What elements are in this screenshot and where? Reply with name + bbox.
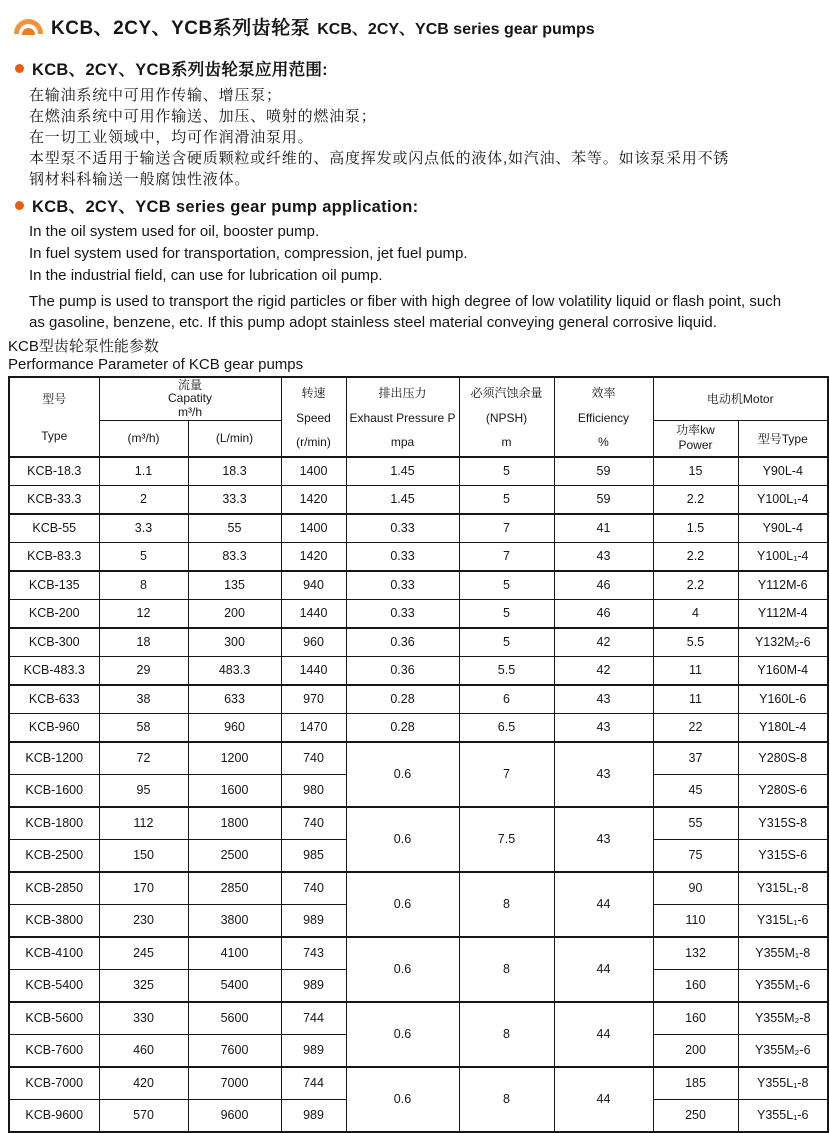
table-cell: 570 — [99, 1099, 188, 1132]
table-cell: KCB-135 — [9, 571, 99, 600]
table-cell: 45 — [653, 774, 738, 807]
table-row — [9, 485, 828, 514]
table-cell: 7000 — [188, 1067, 281, 1100]
section-heading-cn-text: KCB、2CY、YCB系列齿轮泵应用范围: — [32, 61, 328, 79]
table-cell: 7 — [459, 742, 554, 807]
header-capacity-lmin: (L/min) — [188, 421, 281, 457]
table-cell: Y112M-4 — [738, 599, 828, 628]
table-cell: 90 — [653, 872, 738, 905]
header-type-en: Type — [41, 429, 68, 444]
table-cell: KCB-960 — [9, 713, 99, 742]
header-capacity-en: Capatity — [167, 391, 213, 405]
table-cell: 72 — [99, 742, 188, 775]
bullet-icon — [15, 64, 24, 73]
page-title-zh: KCB、2CY、YCB系列齿轮泵 — [51, 17, 311, 39]
table-cell: 46 — [554, 571, 653, 600]
table-cell: 1400 — [281, 514, 346, 543]
table-cell: 150 — [99, 839, 188, 872]
table-cell: 1200 — [188, 742, 281, 775]
table-cell: 1.1 — [99, 457, 188, 486]
header-efficiency — [554, 377, 653, 457]
table-cell: Y355M₂-8 — [738, 1002, 828, 1035]
table-cell: 0.33 — [346, 542, 459, 571]
table-cell: 740 — [281, 872, 346, 905]
catalog-page — [0, 13, 830, 1122]
table-cell: 980 — [281, 774, 346, 807]
table-cell: 1.45 — [346, 485, 459, 514]
table-cell: 460 — [99, 1034, 188, 1067]
header-speed-zh: 转速 — [301, 385, 326, 400]
table-cell: KCB-2500 — [9, 839, 99, 872]
application-line-cn: 钢材料科输送一般腐蚀性液体。 — [29, 171, 251, 188]
table-cell: 11 — [653, 656, 738, 685]
table-cell: 1.45 — [346, 457, 459, 486]
table-cell: 33.3 — [188, 485, 281, 514]
table-cell: 5 — [459, 457, 554, 486]
table-cell: 230 — [99, 904, 188, 937]
table-cell: 112 — [99, 807, 188, 840]
table-cell: 43 — [554, 542, 653, 571]
table-cell: 37 — [653, 742, 738, 775]
table-cell: 2850 — [188, 872, 281, 905]
table-cell: Y280S-6 — [738, 774, 828, 807]
header-type — [9, 377, 99, 457]
table-cell: 15 — [653, 457, 738, 486]
table-cell: 0.28 — [346, 713, 459, 742]
table-row — [9, 571, 828, 600]
header-motor-power-en: Power — [678, 438, 713, 453]
table-cell: 330 — [99, 1002, 188, 1035]
table-cell: 989 — [281, 904, 346, 937]
table-cell: 989 — [281, 1034, 346, 1067]
table-cell: 132 — [653, 937, 738, 970]
table-header — [9, 377, 828, 457]
table-cell: 4 — [653, 599, 738, 628]
header-pressure — [346, 377, 459, 457]
table-cell: 5 — [459, 599, 554, 628]
table-cell: 29 — [99, 656, 188, 685]
table-cell: 59 — [554, 457, 653, 486]
table-caption-en: Performance Parameter of KCB gear pumps — [8, 355, 304, 373]
table-cell: 1400 — [281, 457, 346, 486]
header-motor-type: 型号Type — [738, 421, 828, 457]
table-cell: 22 — [653, 713, 738, 742]
table-cell: KCB-5600 — [9, 1002, 99, 1035]
table-cell: KCB-83.3 — [9, 542, 99, 571]
header-efficiency-zh: 效率 — [591, 385, 616, 400]
table-cell: 0.33 — [346, 599, 459, 628]
table-cell: 7 — [459, 514, 554, 543]
header-motor-label: 电动机Motor — [706, 392, 774, 407]
table-cell: Y355L₁-6 — [738, 1099, 828, 1132]
table-cell: KCB-3800 — [9, 904, 99, 937]
table-cell: 5.5 — [459, 656, 554, 685]
table-cell: 42 — [554, 656, 653, 685]
table-cell: 744 — [281, 1067, 346, 1100]
header-speed-unit: (r/min) — [296, 435, 331, 450]
header-pressure-unit: mpa — [390, 435, 415, 450]
table-cell: 6.5 — [459, 713, 554, 742]
table-cell: 740 — [281, 742, 346, 775]
table-cell: 960 — [188, 713, 281, 742]
table-cell: 325 — [99, 969, 188, 1002]
table-cell: 75 — [653, 839, 738, 872]
table-cell: Y355M₁-6 — [738, 969, 828, 1002]
table-cell: 7600 — [188, 1034, 281, 1067]
table-cell: 135 — [188, 571, 281, 600]
header-capacity-zh: 流量 — [177, 377, 202, 392]
table-cell: 8 — [459, 1002, 554, 1067]
table-cell: 43 — [554, 807, 653, 872]
table-cell: 58 — [99, 713, 188, 742]
table-cell: 2.2 — [653, 571, 738, 600]
table-cell: 8 — [459, 1067, 554, 1132]
application-line-cn: 在燃油系统中可用作输送、加压、喷射的燃油泵； — [29, 108, 377, 125]
table-cell: 2.2 — [653, 485, 738, 514]
table-cell: KCB-633 — [9, 685, 99, 714]
table-cell: 483.3 — [188, 656, 281, 685]
table-cell: 0.33 — [346, 571, 459, 600]
table-cell: 4100 — [188, 937, 281, 970]
table-cell: 1420 — [281, 542, 346, 571]
table-cell: 743 — [281, 937, 346, 970]
table-cell: KCB-33.3 — [9, 485, 99, 514]
table-cell: 960 — [281, 628, 346, 657]
table-cell: 420 — [99, 1067, 188, 1100]
table-cell: Y315S-6 — [738, 839, 828, 872]
table-row — [9, 685, 828, 714]
table-cell: 44 — [554, 1067, 653, 1132]
table-cell: Y315L₁-8 — [738, 872, 828, 905]
header-pressure-zh: 排出压力 — [378, 385, 427, 400]
table-row — [9, 542, 828, 571]
table-row — [9, 457, 828, 486]
table-cell: Y180L-4 — [738, 713, 828, 742]
performance-table — [8, 376, 829, 1133]
page-title-en: KCB、2CY、YCB series gear pumps — [317, 20, 595, 38]
table-cell: 740 — [281, 807, 346, 840]
table-cell: 3800 — [188, 904, 281, 937]
section-heading-en — [15, 193, 830, 217]
table-cell: 5 — [459, 628, 554, 657]
table-cell: 1600 — [188, 774, 281, 807]
header-capacity-m3h: (m³/h) — [99, 421, 188, 457]
table-cell: 44 — [554, 1002, 653, 1067]
table-cell: 200 — [653, 1034, 738, 1067]
table-cell: 5 — [459, 485, 554, 514]
header-npsh — [459, 377, 554, 457]
table-cell: 0.6 — [346, 807, 459, 872]
table-cell: Y90L-4 — [738, 514, 828, 543]
header-efficiency-en: Efficiency — [577, 410, 630, 425]
table-cell: Y112M-6 — [738, 571, 828, 600]
table-cell: KCB-4100 — [9, 937, 99, 970]
header-speed — [281, 377, 346, 457]
application-line-cn: 在一切工业领域中，均可作润滑油泵用。 — [29, 129, 314, 146]
table-cell: 200 — [188, 599, 281, 628]
table-row — [9, 807, 828, 840]
table-cell: 989 — [281, 1099, 346, 1132]
table-cell: 1440 — [281, 599, 346, 628]
table-cell: KCB-5400 — [9, 969, 99, 1002]
table-cell: Y280S-8 — [738, 742, 828, 775]
table-cell: 44 — [554, 872, 653, 937]
table-cell: 0.28 — [346, 685, 459, 714]
table-cell: 83.3 — [188, 542, 281, 571]
table-cell: 5 — [459, 571, 554, 600]
header-motor-power — [653, 421, 738, 457]
table-cell: 8 — [459, 872, 554, 937]
table-cell: 8 — [99, 571, 188, 600]
page-title — [13, 13, 830, 39]
table-cell: 38 — [99, 685, 188, 714]
table-cell: 170 — [99, 872, 188, 905]
table-cell: 6 — [459, 685, 554, 714]
table-cell: Y100L₁-4 — [738, 485, 828, 514]
header-type-zh: 型号 — [42, 391, 67, 406]
table-cell: 0.6 — [346, 1002, 459, 1067]
table-cell: 1800 — [188, 807, 281, 840]
table-row — [9, 514, 828, 543]
table-cell: 5600 — [188, 1002, 281, 1035]
application-text-en — [29, 221, 809, 334]
header-npsh-zh: 必须汽蚀余量 — [470, 385, 543, 400]
table-cell: 42 — [554, 628, 653, 657]
table-row — [9, 713, 828, 742]
table-cell: 95 — [99, 774, 188, 807]
table-cell: 41 — [554, 514, 653, 543]
table-cell: KCB-9600 — [9, 1099, 99, 1132]
table-cell: 0.6 — [346, 742, 459, 807]
header-npsh-en: (NPSH) — [485, 410, 528, 425]
header-capacity-unit: m³/h — [178, 404, 202, 419]
table-caption-zh: KCB型齿轮泵性能参数 — [8, 337, 159, 355]
table-cell: Y355M₂-6 — [738, 1034, 828, 1067]
table-cell: 59 — [554, 485, 653, 514]
table-cell: 2500 — [188, 839, 281, 872]
table-cell: 633 — [188, 685, 281, 714]
table-cell: 0.36 — [346, 628, 459, 657]
table-cell: Y160L-6 — [738, 685, 828, 714]
table-cell: 1470 — [281, 713, 346, 742]
table-cell: 11 — [653, 685, 738, 714]
table-cell: KCB-1800 — [9, 807, 99, 840]
table-cell: 55 — [188, 514, 281, 543]
header-capacity — [99, 377, 281, 421]
table-cell: 5400 — [188, 969, 281, 1002]
application-line-en: In the industrial field, can use for lubrication oil pump. — [29, 267, 383, 284]
table-cell: Y100L₁-4 — [738, 542, 828, 571]
table-cell: 985 — [281, 839, 346, 872]
table-cell: 8 — [459, 937, 554, 1002]
table-cell: 2.2 — [653, 542, 738, 571]
table-cell: KCB-7000 — [9, 1067, 99, 1100]
table-cell: 110 — [653, 904, 738, 937]
pump-arc-logo-icon — [13, 18, 44, 35]
table-cell: 43 — [554, 685, 653, 714]
table-cell: 0.6 — [346, 872, 459, 937]
header-npsh-unit: m — [501, 435, 512, 450]
application-line-cn: 本型泵不适用于输送含硬质颗粒或纤维的、高度挥发或闪点低的液体,如汽油、苯等。如该泵采用不锈 — [29, 150, 730, 167]
table-cell: 3.3 — [99, 514, 188, 543]
table-cell: 1.5 — [653, 514, 738, 543]
table-cell: 989 — [281, 969, 346, 1002]
table-cell: 0.33 — [346, 514, 459, 543]
table-row — [9, 937, 828, 970]
table-cell: 0.6 — [346, 1067, 459, 1132]
application-line-en: In fuel system used for transportation, compression, jet fuel pump. — [29, 245, 468, 262]
section-heading-cn — [15, 56, 830, 80]
header-motor-power-zh: 功率kw — [676, 423, 715, 438]
application-line-en: In the oil system used for oil, booster pump. — [29, 223, 320, 240]
table-cell: 12 — [99, 599, 188, 628]
application-line-cn: 在输油系统中可用作传输、增压泵； — [29, 87, 282, 104]
table-cell: 970 — [281, 685, 346, 714]
table-cell: 160 — [653, 1002, 738, 1035]
table-cell: 43 — [554, 742, 653, 807]
application-paragraph-en: The pump is used to transport the rigid particles or fiber with high degree of low volatility liquid or flash point, such as gasoline, benzene, etc. If this pump adopt stainless steel material conveying general corrosive liquid. — [29, 292, 782, 331]
table-cell: KCB-200 — [9, 599, 99, 628]
table-cell: 940 — [281, 571, 346, 600]
table-cell: KCB-483.3 — [9, 656, 99, 685]
table-cell: KCB-2850 — [9, 872, 99, 905]
table-cell: 9600 — [188, 1099, 281, 1132]
table-cell: KCB-18.3 — [9, 457, 99, 486]
table-cell: 7.5 — [459, 807, 554, 872]
table-row — [9, 1067, 828, 1100]
table-cell: KCB-55 — [9, 514, 99, 543]
table-row — [9, 599, 828, 628]
table-row — [9, 742, 828, 775]
section-heading-en-text: KCB、2CY、YCB series gear pump application: — [32, 198, 419, 216]
table-cell: Y132M₂-6 — [738, 628, 828, 657]
table-cell: 5.5 — [653, 628, 738, 657]
table-row — [9, 656, 828, 685]
application-text-cn — [29, 85, 809, 190]
table-row — [9, 1002, 828, 1035]
table-captions — [8, 338, 830, 374]
table-cell: 245 — [99, 937, 188, 970]
table-row — [9, 872, 828, 905]
table-cell: Y315S-8 — [738, 807, 828, 840]
table-cell: 43 — [554, 713, 653, 742]
table-body — [9, 457, 828, 1132]
table-cell: 185 — [653, 1067, 738, 1100]
table-cell: KCB-7600 — [9, 1034, 99, 1067]
table-cell: 46 — [554, 599, 653, 628]
table-cell: 0.6 — [346, 937, 459, 1002]
table-cell: Y90L-4 — [738, 457, 828, 486]
table-cell: 250 — [653, 1099, 738, 1132]
table-cell: 5 — [99, 542, 188, 571]
table-cell: KCB-300 — [9, 628, 99, 657]
table-cell: 300 — [188, 628, 281, 657]
table-cell: 1420 — [281, 485, 346, 514]
table-cell: 55 — [653, 807, 738, 840]
table-cell: KCB-1200 — [9, 742, 99, 775]
table-cell: Y355L₁-8 — [738, 1067, 828, 1100]
bullet-icon — [15, 201, 24, 210]
table-row — [9, 628, 828, 657]
header-pressure-en: Exhaust Pressure P — [349, 410, 456, 425]
table-cell: Y160M-4 — [738, 656, 828, 685]
header-efficiency-unit: % — [598, 435, 609, 450]
table-cell: Y315L₁-6 — [738, 904, 828, 937]
table-cell: 18 — [99, 628, 188, 657]
table-cell: 0.36 — [346, 656, 459, 685]
table-cell: 160 — [653, 969, 738, 1002]
table-cell: KCB-1600 — [9, 774, 99, 807]
table-cell: Y355M₁-8 — [738, 937, 828, 970]
table-cell: 744 — [281, 1002, 346, 1035]
header-speed-en: Speed — [296, 410, 331, 425]
table-cell: 18.3 — [188, 457, 281, 486]
table-cell: 44 — [554, 937, 653, 1002]
table-cell: 2 — [99, 485, 188, 514]
table-cell: 7 — [459, 542, 554, 571]
header-motor — [653, 377, 828, 421]
table-cell: 1440 — [281, 656, 346, 685]
